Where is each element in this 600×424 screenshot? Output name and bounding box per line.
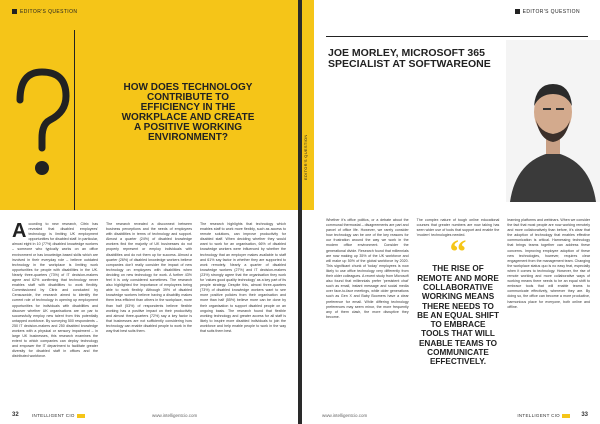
vertical-accent-strip <box>302 0 314 210</box>
column-2-intro: The complex nature of tough online educational courses that greater numbers are now taking has seen wider use of tools that support and enable the 'modern' technologies needed. <box>416 218 500 238</box>
magazine-name: INTELLIGENT CIO <box>517 413 570 418</box>
question-mark-illustration <box>6 60 76 200</box>
website-url[interactable]: www.intelligentcio.com <box>152 413 198 418</box>
column-3: The research highlights that technology which enables staff to work more flexibly, such as access to remote solutions, can improve productivity for disabled staff. When deciding whether they would want to work for an organisation, 66% of disabled knowledge workers were influenced by whether the technology that an employer makes available to staff and 61% say factor in whether they are supported to work remotely. Nearly a quarter of disabled knowledge workers (27%) and IT decision-makers (23%) strongly agree that the organisation they work for 'values good quality technology' as a key part of its people strategy. Despite this, almost three-quarters (73%) of disabled knowledge workers want to see more positive policies from their organisation and more than half (55%) believe more can be done by their organisation to support disabled people on an ongoing basis. The research found that flexible working technology and greater access for all staff is likely to inspire more disabled individuals to join the workforce and help enable people to work in the way that suits them best. <box>200 222 286 333</box>
pull-quote-text: THE RISE OF REMOTE AND MORE COLLABORATIVE WORKING MEANS THERE NEEDS TO BE AN EQUAL SHIFT TO EMBRACE TOOLS THAT WILL ENABLE TEAMS TO COMMUNICATE EFFECTIVELY. <box>417 264 499 367</box>
article-columns-right <box>326 218 590 367</box>
section-tag: EDITOR'S QUESTION <box>12 9 77 15</box>
vertical-section-tag: EDITOR'S QUESTION <box>303 134 308 180</box>
column-1: According to new research, Citrix has revealed that disabled employees' technology is limiting UK employment opportunities for disabled staff. In particular, almost eight in 10 (77%) disabled knowledge workers – someone who typically works on an office environment or has knowledge-based skills which are involved in their everyday role – believe outdated technology in the workplace is limiting work opportunities for people with disabilities in the UK. Nearly three-quarters (73%) of IT decision-makers agree and 62% confirming that technology never enables staff with disabilities to work flexibly. Commissioned by Citrix and conducted by Censuswide, the research aimed to identify the current role of technology in opening up employment opportunities for individuals with disabilities and discover whether UK organisations are on par to successfully employ new talent from this potentially untapped workforce. By surveying 500 respondents – 250 IT decision-makers and 250 disabled knowledge workers with a physical or sensory impairment – in large UK businesses, this research examines the extent to which companies can deploy technology and empower the IT department to facilitate greater diversity for disabled staff in offices and the distributed workforce. <box>12 220 98 359</box>
hero-title: HOW DOES TECHNOLOGY CONTRIBUTE TO EFFICIENCY IN THE WORKPLACE AND CREATE A POSITIVE WORKING ENVIRONMENT? <box>121 82 255 143</box>
column-1: Whether it's office politics, or a debate about the communal thermostat – disagreements are part and parcel of office life. However, we rarely consider how technology can be one of the key reasons for our frustration around the way we work in the modern office environment. Consider the generational divide. Research found that millennials are now making up 35% of the UK workforce and will make up 50% of the global workforce by 2020. This significant chunk of 'today' employees is now likely to use office technology very differently from their older colleagues. A recent study from Microsoft also found that millennials prefer 'persistent chat' such as email, instant message and social media over face-to-face meetings, while older generations such as Gen X and Baby Boomers have a clear preference for email. While differing technology preferences may seem minor, the more frequently any of them clash, the more disruptive they become. <box>326 218 409 319</box>
left-page <box>0 0 298 424</box>
tag-square-icon <box>515 9 520 14</box>
website-url[interactable]: www.intelligentcio.com <box>322 413 368 418</box>
section-tag-right: EDITOR'S QUESTION <box>515 9 580 15</box>
dropcap: A <box>12 220 27 242</box>
magazine-name: INTELLIGENT CIO <box>32 413 85 418</box>
right-page <box>302 0 600 424</box>
column-2: The research revealed a disconnect between business perceptions and the needs of employees with disabilities in terms of technology and support. Almost a quarter (24%) of disabled knowledge workers find the majority of UK businesses do not properly represent or employ individuals with disabilities and do not them up for success. Almost a quarter (26%) of disabled knowledge workers believe companies don't really consider the impact of new technology on employees with disabilities when deciding on new technology for work. A further 43% feel it is only considered sometimes. The research also highlighted the importance of employees being able to work flexibly. Although 39% of disabled knowledge workers believe having a disability makes them less efficient than others in the workplace, more than half (53%) of respondents believe flexible working has a positive impact on their productivity and almost three-quarters (72%) say a key factor is that businesses are not sufficiently considering how technology can enable disabled people to work in the way that best suits them. <box>106 222 192 333</box>
quote-mark-icon: “ <box>449 234 467 272</box>
author-photo <box>506 40 600 202</box>
page-number: 33 <box>581 412 588 418</box>
page-number: 32 <box>12 412 19 418</box>
footer-accent-icon <box>562 414 570 418</box>
article-title: JOE MORLEY, MICROSOFT 365 SPECIALIST AT SOFTWAREONE <box>328 47 491 70</box>
column-3: learning platforms and webinars. When we consider the fact that most people are now working remotely and more collaboratively than before, it's clear that the adoption of technology that enables effective communication is critical. Harnessing technology that brings teams together can address these concerns. Improving employee adoption of these new technologies, however, requires clear engagement from the management team. Changing the workplace status quo is no easy feat, especially when it comes to technology. However, the rise of remote working and more collaborative ways of working means there needs to be an equal shift to embrace tools that will enable teams to communicate effectively, wherever they are. By doing so, the office can become a more productive, harmonious place for everyone, both online and offline. <box>507 218 591 309</box>
tag-square-icon <box>12 9 17 14</box>
column-2 <box>417 218 500 367</box>
title-rule <box>326 36 588 37</box>
article-columns <box>12 222 286 360</box>
hero-panel <box>0 0 298 210</box>
footer-accent-icon <box>77 414 85 418</box>
pull-quote <box>417 234 500 367</box>
